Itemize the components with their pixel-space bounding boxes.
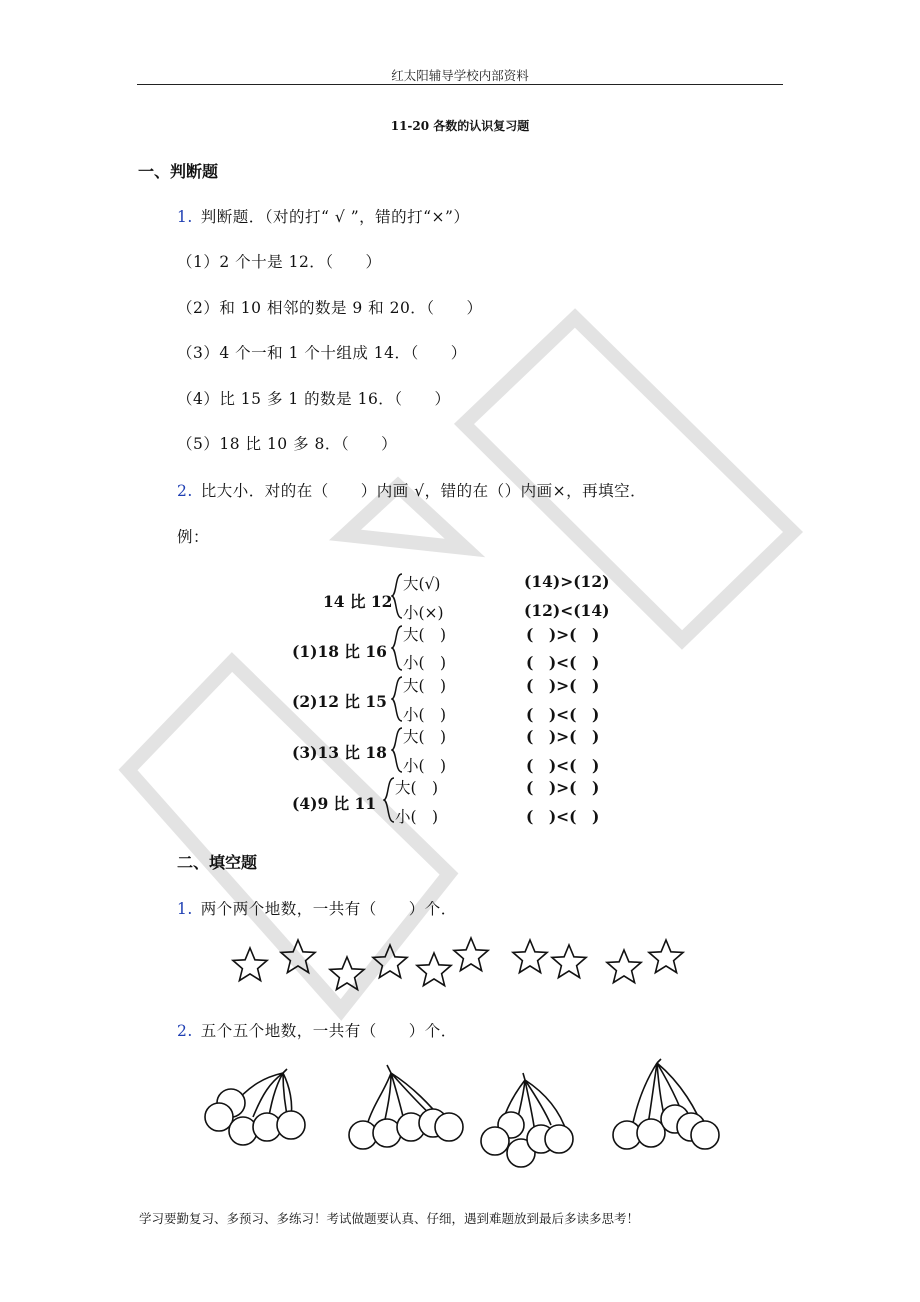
s1-q2 bbox=[177, 479, 646, 501]
s2-q2-text: 五个五个地数，一共有（ ）个． bbox=[200, 1022, 457, 1040]
cmp-row-label: (3)13 比 18 bbox=[292, 743, 387, 762]
s1-q1-number: 1. bbox=[177, 208, 193, 226]
page-header: 红太阳辅导学校内部资料 bbox=[391, 68, 529, 83]
cmp-row-label: 14 比 12 bbox=[323, 592, 393, 611]
s1-q1-item-3: （3）4 个一和 1 个十组成 14．（ ） bbox=[177, 344, 467, 362]
cmp-row-gt: ( )>( ) bbox=[526, 727, 600, 746]
cmp-row-big: 大( ) bbox=[395, 779, 439, 797]
star-icon bbox=[513, 940, 547, 973]
cherry-bunch bbox=[349, 1065, 463, 1149]
s2-q1 bbox=[177, 897, 457, 919]
brace-icon bbox=[391, 572, 403, 620]
cherry-picture bbox=[195, 1055, 735, 1175]
star-icon bbox=[281, 940, 315, 973]
cmp-row-lt: ( )<( ) bbox=[526, 705, 600, 724]
star-icon bbox=[649, 940, 683, 973]
s1-q1 bbox=[177, 205, 469, 227]
star-icon bbox=[233, 948, 267, 981]
s2-q1-number: 1. bbox=[177, 900, 193, 918]
cherry-bunch bbox=[205, 1069, 305, 1145]
section2-heading: 二、填空题 bbox=[177, 853, 258, 872]
s1-q1-item-5: （5）18 比 10 多 8．（ ） bbox=[177, 435, 398, 453]
example-label: 例： bbox=[177, 528, 210, 546]
cmp-row-big: 大( ) bbox=[403, 728, 447, 746]
cmp-row-lt: (12)<(14) bbox=[524, 601, 610, 620]
star-icon bbox=[373, 945, 407, 978]
s1-q1-item-4: （4）比 15 多 1 的数是 16．（ ） bbox=[177, 390, 451, 408]
star-icon bbox=[417, 953, 451, 986]
cmp-row-big: 大(√) bbox=[403, 575, 441, 593]
star-picture bbox=[220, 930, 700, 1000]
cmp-row-gt: ( )>( ) bbox=[526, 676, 600, 695]
cmp-row-small: 小( ) bbox=[403, 757, 447, 775]
cmp-row-label: (4)9 比 11 bbox=[292, 794, 377, 813]
brace-icon bbox=[383, 776, 395, 824]
s1-q1-text: 判断题．（对的打“ √ ”，错的打“×”） bbox=[200, 208, 470, 226]
s2-q2-number: 2. bbox=[177, 1022, 193, 1040]
brace-icon bbox=[391, 624, 403, 672]
cmp-row-small: 小( ) bbox=[403, 654, 447, 672]
brace-icon bbox=[391, 675, 403, 723]
brace-icon bbox=[391, 726, 403, 774]
s1-q1-item-2: （2）和 10 相邻的数是 9 和 20．（ ） bbox=[177, 299, 483, 317]
cmp-row-small: 小( ) bbox=[395, 808, 439, 826]
cmp-row-gt: ( )>( ) bbox=[526, 778, 600, 797]
cmp-row-lt: ( )<( ) bbox=[526, 807, 600, 826]
s1-q2-text: 比大小．对的在（ ）内画 √，错的在（）内画×，再填空． bbox=[200, 482, 647, 500]
star-icon bbox=[607, 950, 641, 983]
section1-heading: 一、判断题 bbox=[138, 162, 219, 181]
s1-q2-number: 2. bbox=[177, 482, 193, 500]
star-icon bbox=[330, 957, 364, 990]
document-title: 11-20 各数的认识复习题 bbox=[390, 119, 530, 133]
page-footer: 学习要勤复习、多预习、多练习！考试做题要认真、仔细，遇到难题放到最后多读多思考！ bbox=[139, 1211, 640, 1226]
cmp-row-big: 大( ) bbox=[403, 677, 447, 695]
star-icon bbox=[454, 938, 488, 971]
cmp-row-small: 小( ) bbox=[403, 706, 447, 724]
cmp-row-small: 小(×) bbox=[403, 604, 444, 622]
s1-q1-item-1: （1）2 个十是 12．（ ） bbox=[177, 253, 382, 271]
cmp-row-gt: ( )>( ) bbox=[526, 625, 600, 644]
s2-q1-text: 两个两个地数，一共有（ ）个． bbox=[200, 900, 457, 918]
cmp-row-label: (1)18 比 16 bbox=[292, 642, 387, 661]
cmp-row-label: (2)12 比 15 bbox=[292, 692, 387, 711]
cherry-bunch bbox=[613, 1059, 719, 1149]
cmp-row-gt: (14)>(12) bbox=[524, 572, 610, 591]
s2-q2 bbox=[177, 1019, 457, 1041]
cmp-row-lt: ( )<( ) bbox=[526, 653, 600, 672]
cherry-bunch bbox=[481, 1073, 573, 1167]
header-divider bbox=[137, 84, 783, 85]
cmp-row-lt: ( )<( ) bbox=[526, 756, 600, 775]
cmp-row-big: 大( ) bbox=[403, 626, 447, 644]
star-icon bbox=[552, 945, 586, 978]
